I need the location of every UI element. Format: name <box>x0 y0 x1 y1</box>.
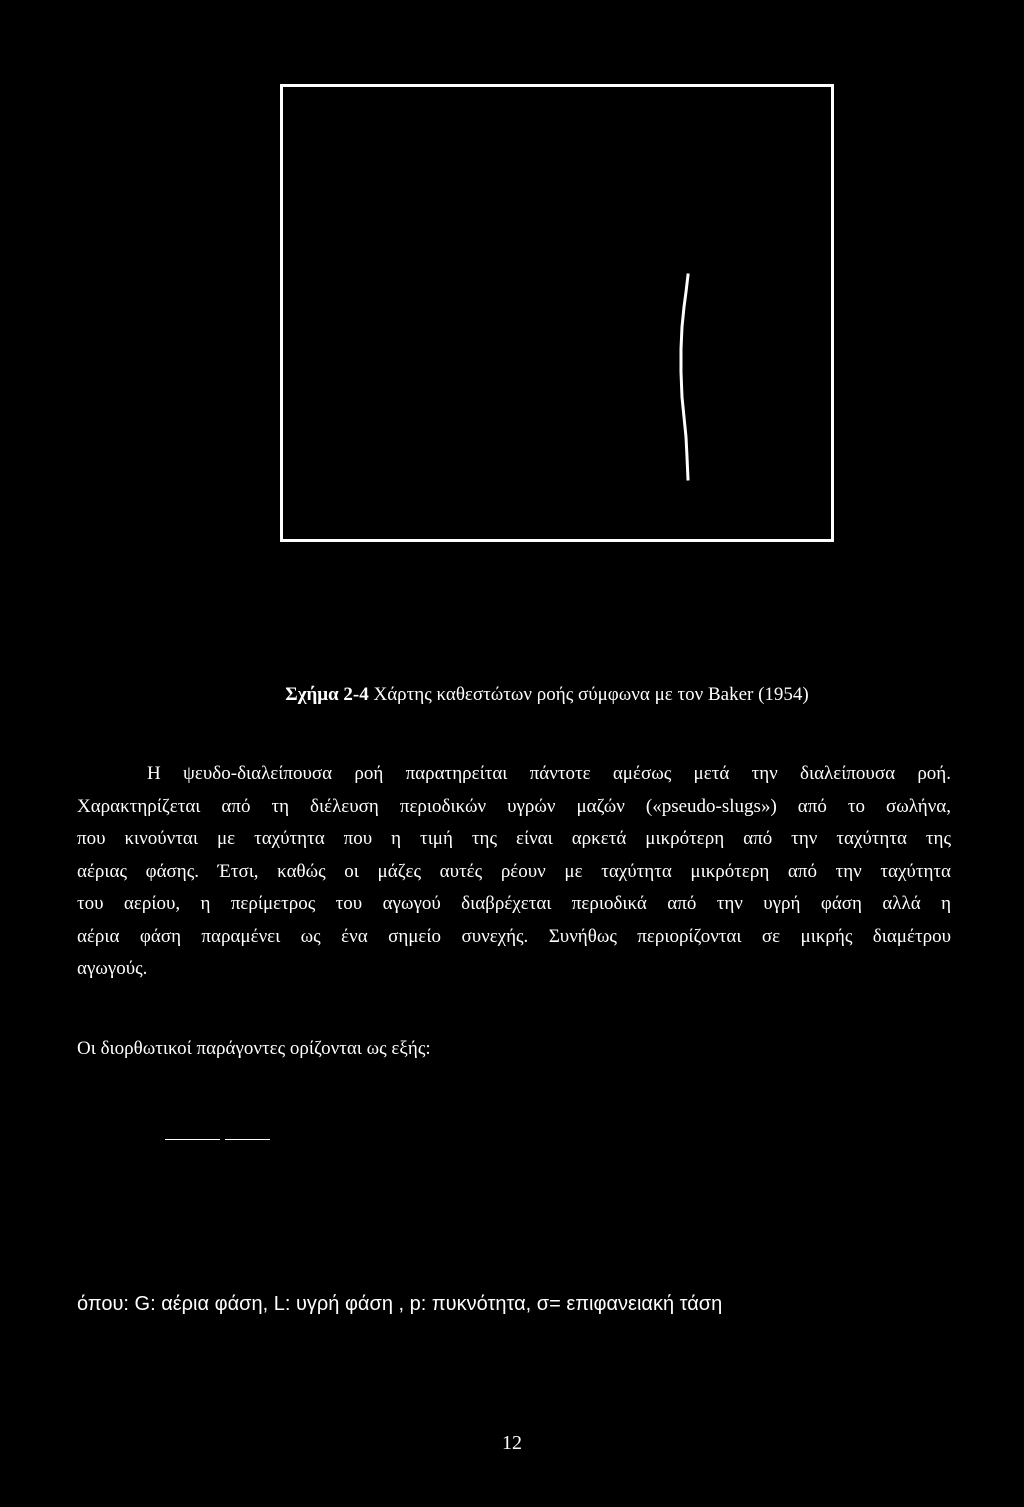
fraction-bar <box>225 1139 270 1140</box>
paragraph-line: Χαρακτηρίζεται από τη διέλευση περιοδικών υγρών μαζών («pseudo-slugs») από το σωλήνα, <box>77 795 951 817</box>
paragraph-line: του αερίου, η περίμετρος του αγωγού διαβρέχεται περιοδικά από την υγρή φάση αλλά η <box>77 893 951 914</box>
symbol-legend: όπου: G: αέρια φάση, L: υγρή φάση , p: πυκνότητα, σ= επιφανειακή τάση <box>77 1293 723 1315</box>
paragraph-line: αγωγούς. <box>77 958 148 979</box>
paragraph-line: αέρια φάση παραμένει ως ένα σημείο συνεχής. Συνήθως περιορίζονται σε μικρής διαμέτρου <box>77 925 951 947</box>
caption-label: Σχήμα 2-4 <box>285 684 369 705</box>
fraction-bar <box>165 1139 220 1140</box>
figure-frame <box>280 84 834 542</box>
caption-text: Χάρτης καθεστώτων ροής σύμφωνα με τον Baker (1954) <box>373 684 809 705</box>
body-paragraph <box>77 758 951 986</box>
figure-curve <box>283 87 831 539</box>
paragraph-line: αέριας φάσης. Έτσι, καθώς οι μάζες αυτές ρέουν με ταχύτητα μικρότερη από την ταχύτητα <box>77 860 951 882</box>
figure-caption <box>0 684 1024 706</box>
paragraph-line: Η ψευδο-διαλείπουσα ροή παρατηρείται πάντοτε αμέσως μετά την διαλείπουσα ροή. <box>147 763 951 784</box>
page-number: 12 <box>502 1432 522 1454</box>
formula-intro: Οι διορθωτικοί παράγοντες ορίζονται ως εξής: <box>77 1038 431 1059</box>
paragraph-line: που κινούνται με ταχύτητα που η τιμή της είναι αρκετά μικρότερη από την ταχύτητα της <box>77 828 951 849</box>
